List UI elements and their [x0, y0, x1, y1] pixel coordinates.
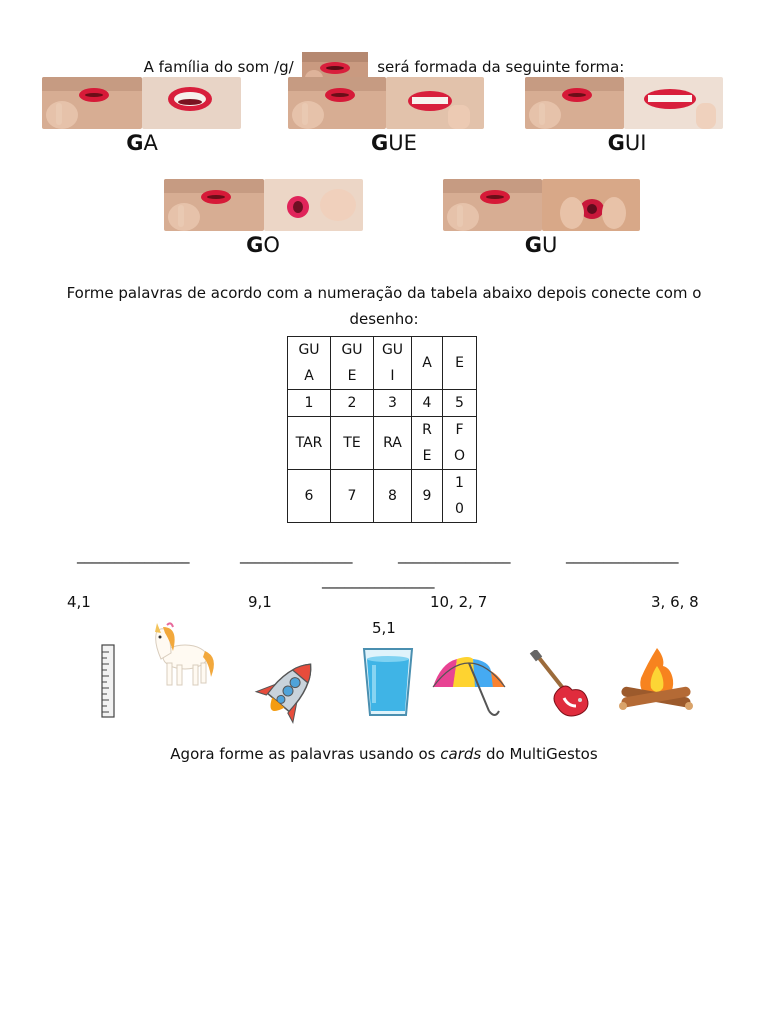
mouth-photo-gui-2: [624, 77, 723, 129]
instructions-line-1: Forme palavras de acordo com a numeração da tabela abaixo depois conecte com o: [66, 284, 702, 302]
instructions: [40, 280, 728, 332]
table-cell: 8: [374, 470, 412, 523]
mouth-photo-gue-1: [288, 77, 386, 129]
clue-numbers: 3, 6, 8: [651, 593, 699, 611]
glass-of-water-image[interactable]: [362, 645, 414, 721]
mouth-photo-gue-2: [386, 77, 484, 129]
mouth-photo-gui-1: [525, 77, 624, 129]
clue-numbers: 10, 2, 7: [430, 593, 488, 611]
mouth-photo-ga-2: [142, 77, 241, 129]
clue-numbers: 5,1: [372, 619, 396, 637]
syllable-gu: GU: [524, 233, 558, 257]
table-cell: 2: [331, 390, 374, 417]
answer-blank[interactable]: _______________: [77, 546, 190, 564]
clue-numbers: 9,1: [248, 593, 272, 611]
table-cell: GU I: [374, 337, 412, 390]
answer-blank[interactable]: _______________: [398, 546, 511, 564]
syllable-gui: GUI: [607, 131, 647, 155]
answer-blank[interactable]: _______________: [240, 546, 353, 564]
mouth-photo-ga-1: [42, 77, 142, 129]
answer-blank[interactable]: _______________: [322, 571, 435, 589]
mouth-photo-gu-2: [542, 179, 640, 231]
syllable-ga: GA: [126, 131, 158, 155]
mouth-photo-gu-1: [443, 179, 542, 231]
footer-instruction: Agora forme as palavras usando os cards do MultiGestos: [170, 745, 598, 763]
table-cell: 5: [443, 390, 477, 417]
table-cell: E: [443, 337, 477, 390]
instructions-line-2: desenho:: [349, 310, 419, 328]
table-cell: 1: [288, 390, 331, 417]
intro-text-after: será formada da seguinte forma:: [377, 58, 625, 76]
ruler-image[interactable]: [101, 644, 115, 722]
rocket-image[interactable]: [240, 654, 336, 732]
table-cell: GU A: [288, 337, 331, 390]
mouth-photo-go-2: [264, 179, 363, 231]
guitar-image[interactable]: [528, 650, 594, 726]
intro-text-before: A família do som /g/: [143, 58, 294, 76]
table-cell: 1 0: [443, 470, 477, 523]
syllable-go: GO: [246, 233, 280, 257]
campfire-image[interactable]: [617, 644, 695, 720]
table-cell: GU E: [331, 337, 374, 390]
mouth-photo-go-1: [164, 179, 264, 231]
table-cell: F O: [443, 417, 477, 470]
syllable-gue: GUE: [371, 131, 417, 155]
unicorn-image[interactable]: [143, 617, 219, 693]
table-cell: TE: [331, 417, 374, 470]
table-cell: 7: [331, 470, 374, 523]
table-cell: A: [412, 337, 443, 390]
table-cell: 3: [374, 390, 412, 417]
answer-blank[interactable]: _______________: [566, 546, 679, 564]
table-cell: R E: [412, 417, 443, 470]
table-cell: TAR: [288, 417, 331, 470]
table-cell: 4: [412, 390, 443, 417]
syllable-number-table: [287, 336, 477, 523]
cards-word: cards: [440, 745, 482, 763]
clue-numbers: 4,1: [67, 593, 91, 611]
table-cell: RA: [374, 417, 412, 470]
table-cell: 6: [288, 470, 331, 523]
umbrella-image[interactable]: [431, 653, 507, 723]
table-cell: 9: [412, 470, 443, 523]
